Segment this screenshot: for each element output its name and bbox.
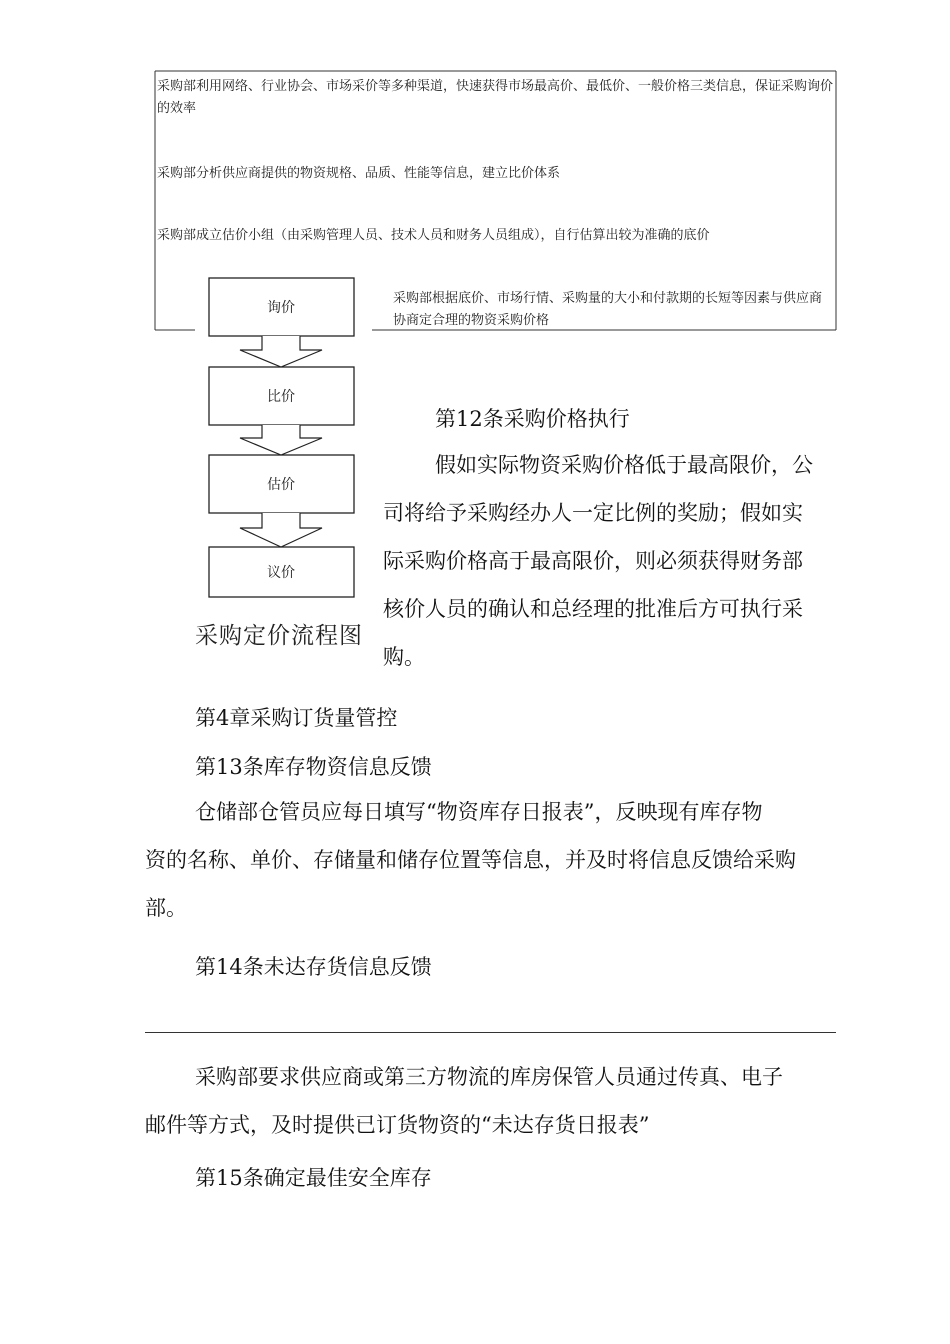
article-13-title: 第13条库存物资信息反馈	[195, 755, 432, 779]
flow-step-label: 议价	[267, 565, 295, 581]
flow-arrow-2	[240, 425, 322, 455]
chapter-4-title: 第4章采购订货量管控	[195, 706, 398, 730]
text-line: 购。	[383, 645, 425, 669]
text-line: 资的名称、单价、存储量和储存位置等信息，并及时将信息反馈给采购	[145, 848, 796, 872]
flow-note-compare: 采购部分析供应商提供的物资规格、品质、性能等信息，建立比价体系	[157, 166, 561, 181]
article-14-body	[145, 1053, 845, 1149]
article-13-body	[145, 788, 845, 932]
text-line: 仓储部仓管员应每日填写“物资库存日报表”，反映现有库存物	[195, 800, 763, 824]
flow-arrow-1	[240, 336, 322, 367]
text-line: 采购部要求供应商或第三方物流的库房保管人员通过传真、电子	[195, 1065, 783, 1089]
page-divider	[145, 1032, 836, 1033]
text-line: 司将给予采购经办人一定比例的奖励；假如实	[383, 501, 803, 525]
article-12-title: 第12条采购价格执行	[435, 407, 630, 431]
text-line: 核价人员的确认和总经理的批准后方可执行采	[383, 597, 803, 621]
flow-step-label: 估价	[267, 477, 295, 493]
article-12-body	[383, 441, 843, 681]
flow-step-label: 比价	[267, 389, 295, 405]
flow-note-negotiate: 采购部根据底价、市场行情、采购量的大小和付款期的长短等因素与供应商协商定合理的物资采购价格	[393, 291, 823, 328]
flow-note-estimate: 采购部成立估价小组（由采购管理人员、技术人员和财务人员组成），自行估算出较为准确的底价	[157, 228, 710, 243]
flow-step-label: 询价	[267, 300, 295, 316]
text-line: 邮件等方式，及时提供已订货物资的“未达存货日报表”	[145, 1113, 650, 1137]
flow-note-inquiry: 采购部利用网络、行业协会、市场采价等多种渠道，快速获得市场最高价、最低价、一般价格三类信息，保证采购询价的效率	[157, 79, 834, 116]
flow-arrow-3	[240, 513, 322, 547]
text-line: 假如实际物资采购价格低于最高限价，公	[435, 453, 813, 477]
article-14-title: 第14条未达存货信息反馈	[195, 955, 432, 979]
text-line: 际采购价格高于最高限价，则必须获得财务部	[383, 549, 803, 573]
text-line: 部。	[145, 896, 187, 920]
article-15-title: 第15条确定最佳安全库存	[195, 1166, 432, 1190]
flowchart-caption: 采购定价流程图	[195, 623, 363, 649]
